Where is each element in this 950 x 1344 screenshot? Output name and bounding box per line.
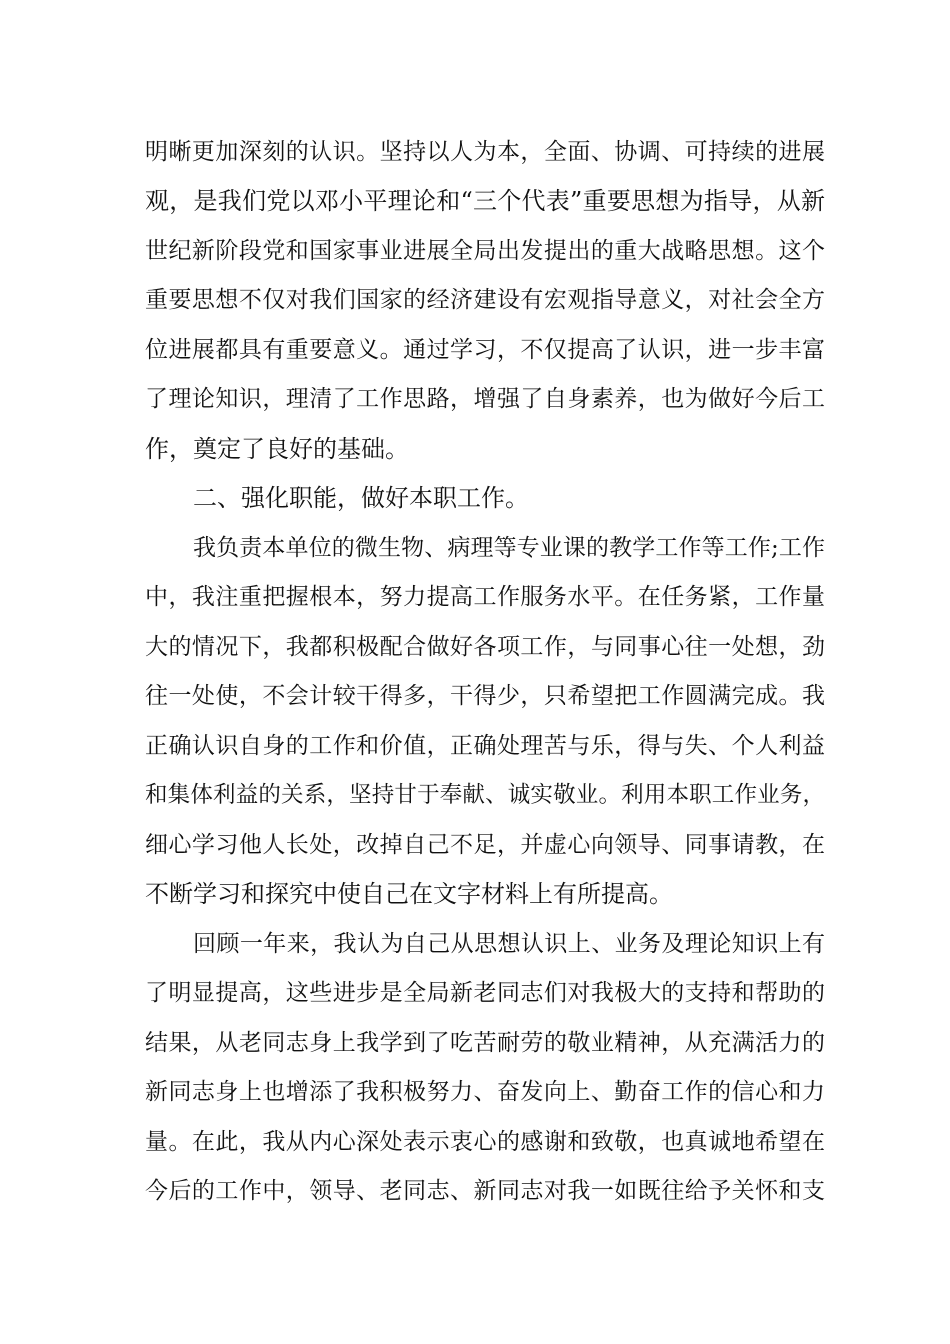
- text-line: 正确认识自身的工作和价值，正确处理苦与乐，得与失、个人利益: [145, 733, 825, 759]
- text-line: 重要思想不仅对我们国家的经济建设有宏观指导意义，对社会全方: [145, 287, 825, 313]
- text-line: 细心学习他人长处，改掉自己不足，并虚心向领导、同事请教，在: [145, 832, 825, 858]
- text-line: 了明显提高，这些进步是全局新老同志们对我极大的支持和帮助的: [145, 980, 825, 1006]
- text-line: 我负责本单位的微生物、病理等专业课的教学工作等工作;工作: [193, 535, 825, 561]
- text-line: 作，奠定了良好的基础。: [145, 435, 409, 463]
- text-line: 不断学习和探究中使自己在文字材料上有所提高。: [145, 880, 673, 908]
- text-line: 位进展都具有重要意义。通过学习，不仅提高了认识，进一步丰富: [145, 337, 825, 363]
- text-line: 中，我注重把握根本，努力提高工作服务水平。在任务紧，工作量: [145, 584, 825, 610]
- text-line: 明晰更加深刻的认识。坚持以人为本，全面、协调、可持续的进展: [145, 139, 825, 165]
- text-line: 大的情况下，我都积极配合做好各项工作，与同事心往一处想，劲: [145, 634, 825, 660]
- text-line: 今后的工作中，领导、老同志、新同志对我一如既往给予关怀和支: [145, 1178, 825, 1204]
- text-line: 往一处使，不会计较干得多，干得少，只希望把工作圆满完成。我: [145, 683, 825, 709]
- text-line: 量。在此，我从内心深处表示衷心的感谢和致敬，也真诚地希望在: [145, 1129, 825, 1155]
- text-line: 观，是我们党以邓小平理论和“三个代表”重要思想为指导，从新: [145, 187, 825, 215]
- text-line: 世纪新阶段党和国家事业进展全局出发提出的重大战略思想。这个: [145, 238, 825, 264]
- text-line: 和集体利益的关系，坚持甘于奉献、诚实敬业。利用本职工作业务，: [145, 782, 825, 808]
- section-heading: 二、强化职能，做好本职工作。: [193, 484, 529, 512]
- text-line: 了理论知识，理清了工作思路，增强了自身素养，也为做好今后工: [145, 386, 825, 412]
- text-line: 新同志身上也增添了我积极努力、奋发向上、勤奋工作的信心和力: [145, 1079, 825, 1105]
- text-line: 结果，从老同志身上我学到了吃苦耐劳的敬业精神，从充满活力的: [145, 1030, 825, 1056]
- text-line: 回顾一年来，我认为自己从思想认识上、业务及理论知识上有: [193, 931, 825, 957]
